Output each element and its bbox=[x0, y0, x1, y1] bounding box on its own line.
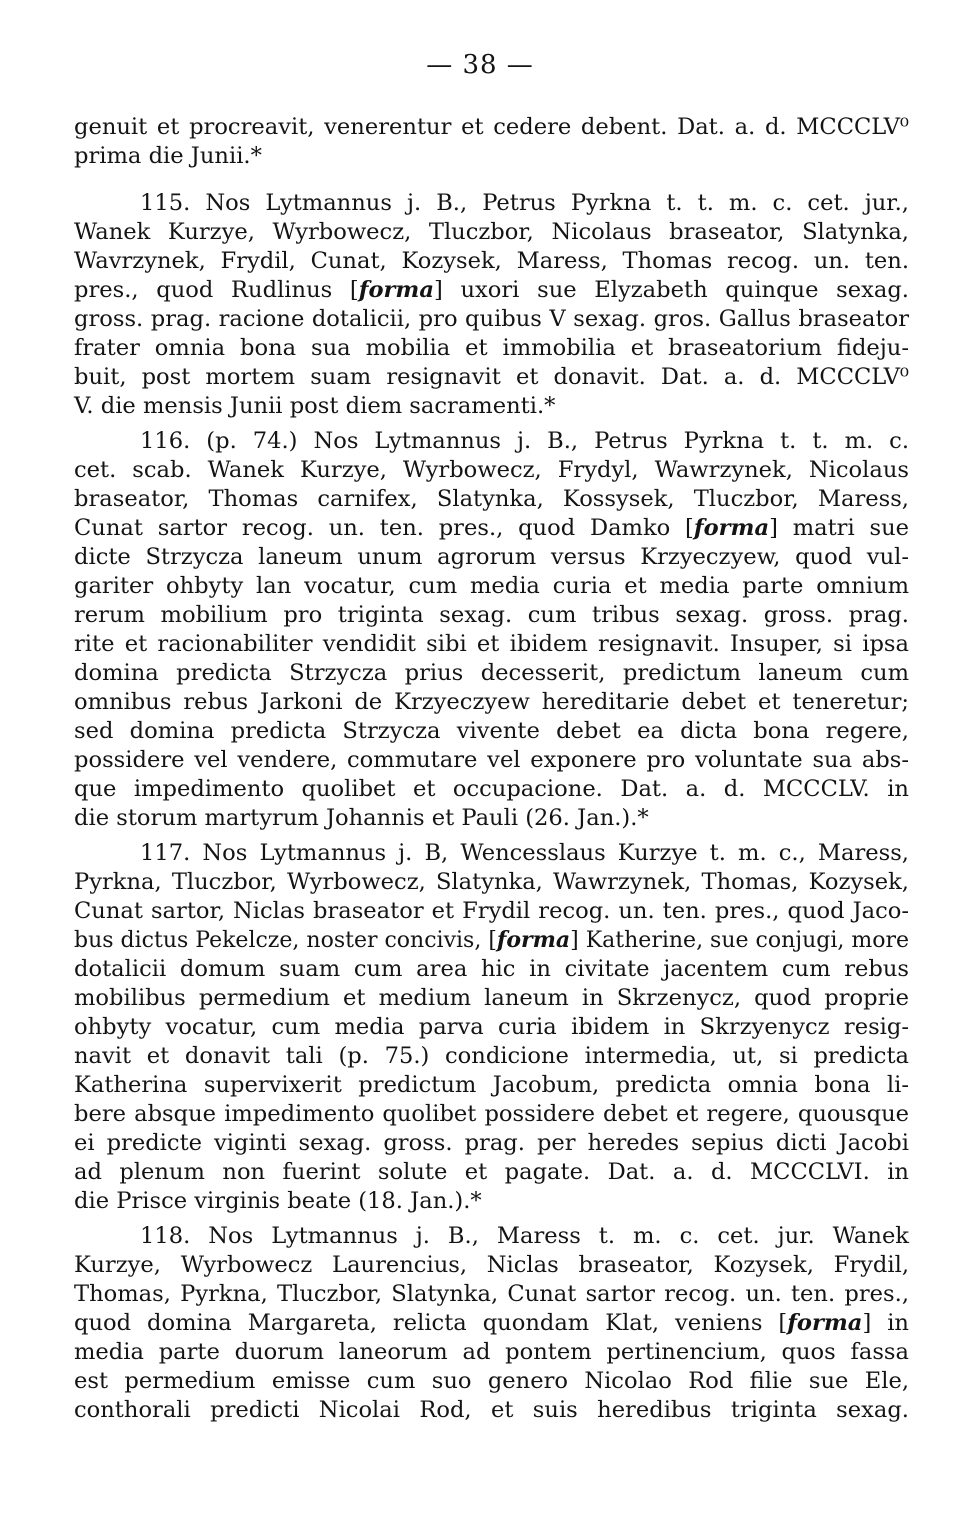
text-line: dotalicii domum suam cum area hic in civitate jacentem cum rebus bbox=[74, 956, 909, 982]
entry-117-start: 117. Nos Lytmannus j. B, Wencesslaus Kurzye t. m. c., Maress, bbox=[140, 840, 909, 866]
text-line: dicte Strzycza laneum unum agrorum versus Krzyeczyew, quod vul- bbox=[74, 544, 909, 570]
forma-italic: forma bbox=[787, 1310, 863, 1336]
text-line: ohbyty vocatur, cum media parva curia ibidem in Skrzyenycz resig- bbox=[74, 1014, 909, 1040]
text-line: Katherina supervixerit predictum Jacobum, predicta omnia bona li- bbox=[74, 1072, 909, 1098]
text-line: buit, post mortem suam resignavit et donavit. Dat. a. d. MCCCLV⁰ bbox=[74, 364, 909, 390]
text-segment: ] uxori sue Elyzabeth quinque sexag. bbox=[433, 277, 909, 303]
page-number: — 38 — bbox=[426, 50, 534, 80]
entry-118-start: 118. Nos Lytmannus j. B., Maress t. m. c. cet. jur. Wanek bbox=[140, 1223, 909, 1249]
text-line: Cunat sartor, Niclas braseator et Frydil recog. un. ten. pres., quod Jaco- bbox=[74, 898, 909, 924]
forma-italic: forma bbox=[496, 927, 571, 953]
text-line: genuit et procreavit, venerentur et cedere debent. Dat. a. d. MCCCLV⁰ bbox=[74, 114, 909, 140]
text-segment: Cunat sartor recog. un. ten. pres., quod Damko [ bbox=[74, 515, 694, 541]
text-line: die storum martyrum Johannis et Pauli (26. Jan.).* bbox=[74, 805, 649, 831]
forma-italic: forma bbox=[358, 277, 434, 303]
text-line: Kurzye, Wyrbowecz Laurencius, Niclas braseator, Kozysek, Frydil, bbox=[74, 1252, 909, 1278]
text-segment: ] matri sue bbox=[769, 515, 909, 541]
text-line: conthorali predicti Nicolai Rod, et suis heredibus triginta sexag. bbox=[74, 1397, 909, 1423]
text-line bbox=[74, 1309, 909, 1338]
text-line bbox=[74, 926, 909, 955]
text-line: frater omnia bona sua mobilia et immobilia et braseatorium fideju- bbox=[74, 335, 909, 361]
body-text bbox=[74, 113, 909, 1425]
forma-italic: forma bbox=[693, 515, 770, 541]
text-line: bere absque impedimento quolibet possidere debet et regere, quousque bbox=[74, 1101, 909, 1127]
text-line: media parte duorum laneorum ad pontem pertinencium, quos fassa bbox=[74, 1339, 909, 1365]
text-line: ei predicte viginti sexag. gross. prag. per heredes sepius dicti Jacobi bbox=[74, 1130, 909, 1156]
text-line bbox=[74, 276, 909, 305]
text-line bbox=[74, 514, 909, 543]
text-segment: quod domina Margareta, relicta quondam Klat, veniens [ bbox=[74, 1310, 788, 1336]
text-segment: ] in bbox=[862, 1310, 909, 1336]
text-line: ad plenum non fuerint solute et pagate. Dat. a. d. MCCCLVI. in bbox=[74, 1159, 909, 1185]
text-line: Thomas, Pyrkna, Tluczbor, Slatynka, Cunat sartor recog. un. ten. pres., bbox=[74, 1281, 909, 1307]
text-line: Pyrkna, Tluczbor, Wyrbowecz, Slatynka, Wawrzynek, Thomas, Kozysek, bbox=[74, 869, 909, 895]
text-line: est permedium emisse cum suo genero Nicolao Rod filie sue Ele, bbox=[74, 1368, 909, 1394]
entry-116-start: 116. (p. 74.) Nos Lytmannus j. B., Petrus Pyrkna t. t. m. c. bbox=[140, 428, 909, 454]
text-line: die Prisce virginis beate (18. Jan.).* bbox=[74, 1188, 482, 1214]
text-line: rite et racionabiliter vendidit sibi et ibidem resignavit. Insuper, si ipsa bbox=[74, 631, 909, 657]
text-line: rerum mobilium pro triginta sexag. cum tribus sexag. gross. prag. bbox=[74, 602, 909, 628]
text-line: cet. scab. Wanek Kurzye, Wyrbowecz, Frydyl, Wawrzynek, Nicolaus bbox=[74, 457, 909, 483]
text-line: V. die mensis Junii post diem sacramenti.* bbox=[74, 393, 556, 419]
text-line: possidere vel vendere, commutare vel exponere pro voluntate sua abs- bbox=[74, 747, 909, 773]
text-line: que impedimento quolibet et occupacione. Dat. a. d. MCCCLV. in bbox=[74, 776, 909, 802]
text-line: sed domina predicta Strzycza vivente debet ea dicta bona regere, bbox=[74, 718, 909, 744]
text-segment: ] Katherine, sue conjugi, more bbox=[570, 928, 910, 953]
text-line: prima die Junii.* bbox=[74, 143, 262, 169]
text-line: mobilibus permedium et medium laneum in Skrzenycz, quod proprie bbox=[74, 985, 909, 1011]
text-line: braseator, Thomas carnifex, Slatynka, Kossysek, Tluczbor, Maress, bbox=[74, 486, 909, 512]
text-line: gross. prag. racione dotalicii, pro quibus V sexag. gros. Gallus braseator bbox=[74, 306, 909, 332]
text-line: navit et donavit tali (p. 75.) condicione intermedia, ut, si predicta bbox=[74, 1043, 909, 1069]
text-line: omnibus rebus Jarkoni de Krzyeczyew hereditarie debet et teneretur; bbox=[74, 689, 909, 715]
text-segment: pres., quod Rudlinus [ bbox=[74, 277, 359, 303]
text-line: Wanek Kurzye, Wyrbowecz, Tluczbor, Nicolaus braseator, Slatynka, bbox=[74, 219, 909, 245]
text-line: Wavrzynek, Frydil, Cunat, Kozysek, Maress, Thomas recog. un. ten. bbox=[74, 248, 909, 274]
entry-115-start: 115. Nos Lytmannus j. B., Petrus Pyrkna t. t. m. c. cet. jur., bbox=[140, 190, 909, 216]
text-line: domina predicta Strzycza prius decesserit, predictum laneum cum bbox=[74, 660, 909, 686]
text-line: gariter ohbyty lan vocatur, cum media curia et media parte omnium bbox=[74, 573, 909, 599]
text-segment: bus dictus Pekelcze, noster concivis, [ bbox=[74, 928, 497, 953]
paragraph-gap bbox=[74, 171, 909, 189]
